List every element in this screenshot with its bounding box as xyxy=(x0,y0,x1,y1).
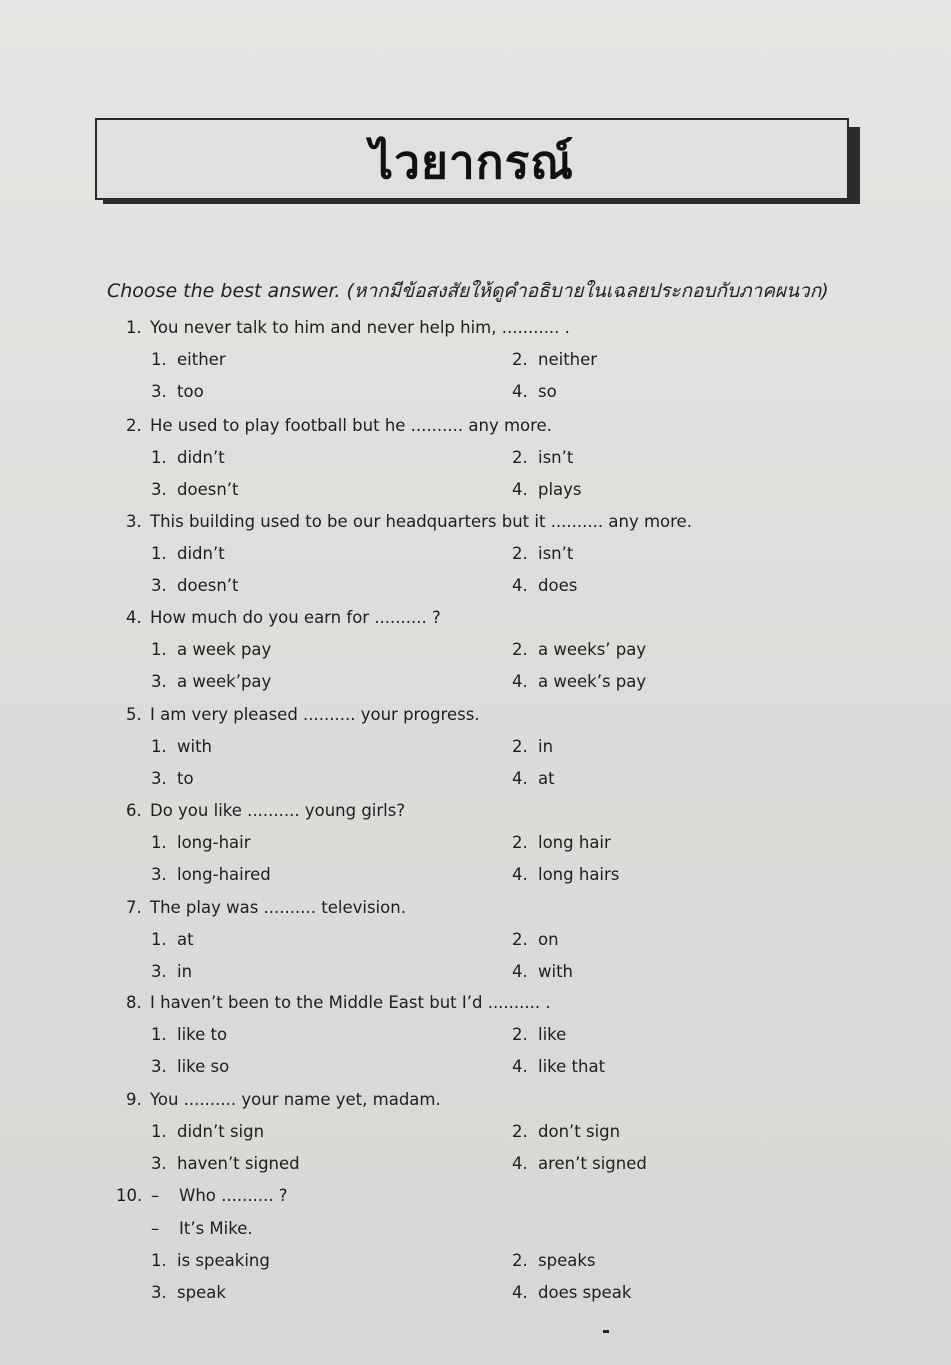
option-text: a weeks’ pay xyxy=(538,640,647,659)
option-number: 1. xyxy=(151,1122,167,1141)
option-number: 1. xyxy=(151,1025,167,1044)
option-text: so xyxy=(538,382,557,401)
question xyxy=(126,898,406,917)
answer-option xyxy=(151,448,225,467)
question xyxy=(126,318,570,337)
answer-option xyxy=(512,448,573,467)
option-number: 4. xyxy=(512,1154,528,1173)
option-text: doesn’t xyxy=(177,576,239,595)
answer-option xyxy=(512,350,597,369)
question xyxy=(126,993,551,1012)
option-number: 4. xyxy=(512,962,528,981)
option-text: didn’t sign xyxy=(177,1122,265,1141)
dialogue-line: It’s Mike. xyxy=(179,1219,253,1238)
option-text: at xyxy=(538,769,555,788)
option-text: either xyxy=(177,350,226,369)
option-number: 3. xyxy=(151,480,167,499)
question xyxy=(126,705,480,724)
answer-option xyxy=(512,962,573,981)
option-number: 2. xyxy=(512,350,528,369)
option-number: 3. xyxy=(151,382,167,401)
option-number: 2. xyxy=(512,833,528,852)
answer-option xyxy=(151,350,226,369)
option-number: 2. xyxy=(512,544,528,563)
answer-option xyxy=(512,576,577,595)
answer-option xyxy=(151,1025,227,1044)
option-text: long-haired xyxy=(177,865,271,884)
answer-option xyxy=(512,640,646,659)
question-text: I am very pleased .......... your progress. xyxy=(150,705,480,724)
question-text: You .......... your name yet, madam. xyxy=(150,1090,441,1109)
answer-option xyxy=(512,865,619,884)
question xyxy=(126,1090,441,1109)
answer-option xyxy=(512,769,555,788)
option-number: 2. xyxy=(512,1251,528,1270)
option-text: long hairs xyxy=(538,865,620,884)
answer-option xyxy=(151,576,239,595)
question-number: 5. xyxy=(126,705,142,724)
question-text: He used to play football but he .......... any more. xyxy=(150,416,552,435)
option-text: long-hair xyxy=(177,833,251,852)
dialogue-dash: – xyxy=(151,1219,160,1238)
question-number: 10. xyxy=(116,1186,143,1205)
question-number: 2. xyxy=(126,416,142,435)
title-box xyxy=(95,118,849,200)
answer-option xyxy=(151,962,192,981)
option-number: 4. xyxy=(512,480,528,499)
option-text: a week’s pay xyxy=(538,672,647,691)
question-number: 3. xyxy=(126,512,142,531)
answer-option xyxy=(151,1057,229,1076)
option-text: like to xyxy=(177,1025,228,1044)
option-text: neither xyxy=(538,350,598,369)
option-text: don’t sign xyxy=(538,1122,621,1141)
option-text: in xyxy=(538,737,554,756)
option-text: is speaking xyxy=(177,1251,270,1270)
option-text: doesn’t xyxy=(177,480,239,499)
option-text: speak xyxy=(177,1283,226,1302)
option-number: 3. xyxy=(151,672,167,691)
answer-option xyxy=(151,544,225,563)
answer-option xyxy=(512,737,553,756)
answer-option xyxy=(151,1283,226,1302)
answer-option xyxy=(151,833,251,852)
question-text xyxy=(151,1186,288,1205)
answer-option xyxy=(512,1122,620,1141)
option-number: 1. xyxy=(151,1251,167,1270)
question xyxy=(126,801,405,820)
answer-option xyxy=(151,865,271,884)
option-number: 4. xyxy=(512,576,528,595)
option-text: haven’t signed xyxy=(177,1154,300,1173)
dialogue-line: Who .......... ? xyxy=(179,1186,288,1205)
answer-option xyxy=(512,672,646,691)
answer-option xyxy=(512,930,559,949)
option-number: 4. xyxy=(512,672,528,691)
page-title: ไวยากรณ์ xyxy=(370,135,574,189)
option-number: 3. xyxy=(151,576,167,595)
page-mark xyxy=(603,1330,609,1333)
answer-option xyxy=(512,382,557,401)
answer-option xyxy=(151,737,212,756)
answer-option xyxy=(151,930,194,949)
option-text: long hair xyxy=(538,833,611,852)
question-number: 7. xyxy=(126,898,142,917)
answer-option xyxy=(151,382,204,401)
question-text: The play was .......... television. xyxy=(150,898,406,917)
answer-option xyxy=(151,480,239,499)
answer-option xyxy=(151,1122,264,1141)
answer-option xyxy=(151,640,271,659)
question-number: 6. xyxy=(126,801,142,820)
option-number: 1. xyxy=(151,544,167,563)
question-text xyxy=(151,1219,253,1238)
option-number: 3. xyxy=(151,962,167,981)
option-number: 4. xyxy=(512,769,528,788)
option-text: with xyxy=(177,737,213,756)
answer-option xyxy=(512,1154,647,1173)
question-text: Do you like .......... young girls? xyxy=(150,801,406,820)
option-text: does xyxy=(538,576,578,595)
answer-option xyxy=(151,1154,300,1173)
answer-option xyxy=(512,480,582,499)
option-number: 2. xyxy=(512,448,528,467)
option-number: 2. xyxy=(512,1025,528,1044)
option-text: didn’t xyxy=(177,448,225,467)
question xyxy=(126,608,441,627)
answer-option xyxy=(512,1025,566,1044)
option-number: 2. xyxy=(512,930,528,949)
option-number: 1. xyxy=(151,350,167,369)
question xyxy=(126,416,552,435)
option-number: 2. xyxy=(512,737,528,756)
answer-option xyxy=(512,544,573,563)
option-text: a week pay xyxy=(177,640,272,659)
question-text: You never talk to him and never help him, ........... . xyxy=(150,318,570,337)
option-number: 2. xyxy=(512,1122,528,1141)
option-number: 1. xyxy=(151,737,167,756)
option-number: 4. xyxy=(512,1283,528,1302)
option-text: like so xyxy=(177,1057,230,1076)
option-number: 3. xyxy=(151,1057,167,1076)
question-number: 9. xyxy=(126,1090,142,1109)
option-number: 2. xyxy=(512,640,528,659)
question-number: 4. xyxy=(126,608,142,627)
dialogue-dash: – xyxy=(151,1186,160,1205)
option-number: 3. xyxy=(151,769,167,788)
option-number: 1. xyxy=(151,930,167,949)
question-number: 1. xyxy=(126,318,142,337)
option-number: 3. xyxy=(151,1154,167,1173)
option-text: with xyxy=(538,962,574,981)
option-text: plays xyxy=(538,480,582,499)
option-text: on xyxy=(538,930,559,949)
question-number: 8. xyxy=(126,993,142,1012)
answer-option xyxy=(151,1251,270,1270)
option-number: 1. xyxy=(151,448,167,467)
question-text: How much do you earn for .......... ? xyxy=(150,608,441,627)
question xyxy=(126,512,692,531)
option-number: 3. xyxy=(151,865,167,884)
option-number: 4. xyxy=(512,1057,528,1076)
option-text: isn’t xyxy=(538,448,574,467)
option-text: aren’t signed xyxy=(538,1154,647,1173)
answer-option xyxy=(512,1283,631,1302)
option-text: too xyxy=(177,382,204,401)
option-text: does speak xyxy=(538,1283,632,1302)
option-text: isn’t xyxy=(538,544,574,563)
option-text: a week’pay xyxy=(177,672,272,691)
option-text: to xyxy=(177,769,194,788)
option-number: 4. xyxy=(512,382,528,401)
answer-option xyxy=(512,1057,605,1076)
option-number: 3. xyxy=(151,1283,167,1302)
option-text: like that xyxy=(538,1057,606,1076)
answer-option xyxy=(151,769,194,788)
option-text: speaks xyxy=(538,1251,596,1270)
answer-option xyxy=(512,1251,595,1270)
option-number: 1. xyxy=(151,833,167,852)
option-text: like xyxy=(538,1025,567,1044)
question-text: This building used to be our headquarters but it .......... any more. xyxy=(150,512,692,531)
option-number: 1. xyxy=(151,640,167,659)
option-text: in xyxy=(177,962,193,981)
question-text: I haven’t been to the Middle East but I’d .......... . xyxy=(150,993,551,1012)
option-number: 4. xyxy=(512,865,528,884)
instructions: Choose the best answer. (หากมีข้อสงสัยให้ดูคำอธิบายในเฉลยประกอบกับภาคผนวก) xyxy=(107,280,829,302)
answer-option xyxy=(512,833,611,852)
option-text: didn’t xyxy=(177,544,225,563)
answer-option xyxy=(151,672,271,691)
option-text: at xyxy=(177,930,194,949)
